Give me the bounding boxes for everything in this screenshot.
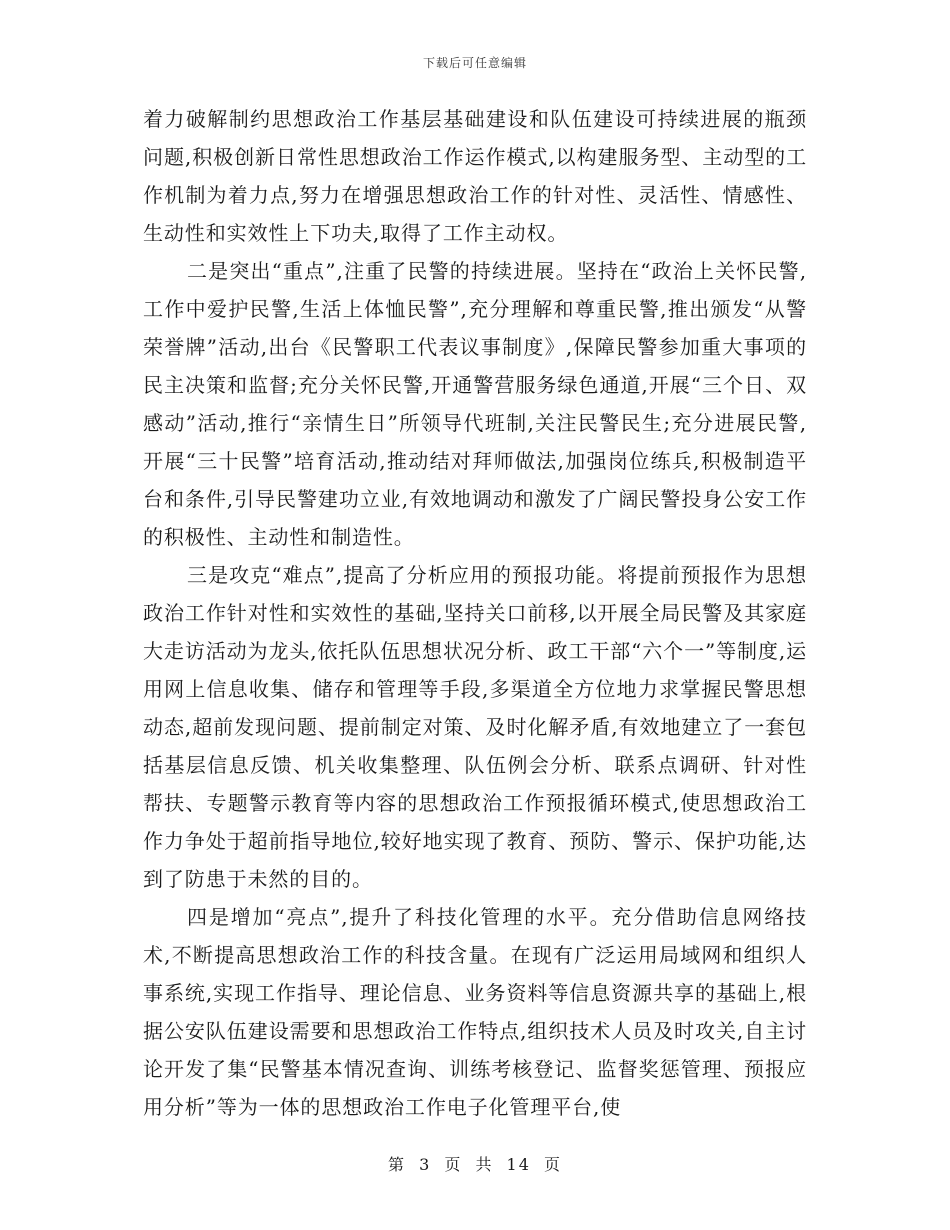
- paragraph-highlight-point: 四是增加“亮点”,提升了科技化管理的水平。充分借助信息网络技术,不断提高思想政治工作的科技含量。在现有广泛运用局域网和组织人事系统,实现工作指导、理论信息、业务资料等信息资源共享的基础上,根据公安队伍建设需要和思想政治工作特点,组织技术人员及时攻关,自主讨论开发了集“民警基本情况查询、训练考核登记、监督奖惩管理、预报应用分析”等为一体的思想政治工作电子化管理平台,使: [143, 905, 807, 1119]
- header-note: 下载后可任意编辑: [422, 56, 527, 70]
- paragraph-difficult-point: 三是攻克“难点”,提高了分析应用的预报功能。将提前预报作为思想政治工作针对性和实效性的基础,坚持关口前移,以开展全局民警及其家庭大走访活动为龙头,依托队伍思想状况分析、政工干部“六个一”等制度,运用网上信息收集、储存和管理等手段,多渠道全方位地力求掌握民警思想动态,超前发现问题、提前制定对策、及时化解矛盾,有效地建立了一套包括基层信息反馈、机关收集整理、队伍例会分析、联系点调研、针对性帮扶、专题警示教育等内容的思想政治工作预报循环模式,使思想政治工作力争处于超前指导地位,较好地实现了教育、预防、警示、保护功能,达到了防患于未然的目的。: [143, 563, 807, 891]
- page-number: 第 3 页 共 14 页: [388, 1155, 562, 1174]
- document-body: [143, 100, 807, 1126]
- paragraph-continuation: 着力破解制约思想政治工作基层基础建设和队伍建设可持续进展的瓶颈问题,积极创新日常性思想政治工作运作模式,以构建服务型、主动型的工作机制为着力点,努力在增强思想政治工作的针对性、灵活性、情感性、生动性和实效性上下功夫,取得了工作主动权。: [143, 107, 807, 245]
- paragraph-key-point: 二是突出“重点”,注重了民警的持续进展。坚持在“政治上关怀民警,工作中爱护民警,生活上体恤民警”,充分理解和尊重民警,推出颁发“从警荣誉牌”活动,出台《民警职工代表议事制度》,保障民警参加重大事项的民主决策和监督;充分关怀民警,开通警营服务绿色通道,开展“三个日、双感动”活动,推行“亲情生日”所领导代班制,关注民警民生;充分进展民警,开展“三十民警”培育活动,推动结对拜师做法,加强岗位练兵,积极制造平台和条件,引导民警建功立业,有效地调动和激发了广阔民警投身公安工作的积极性、主动性和制造性。: [143, 259, 807, 549]
